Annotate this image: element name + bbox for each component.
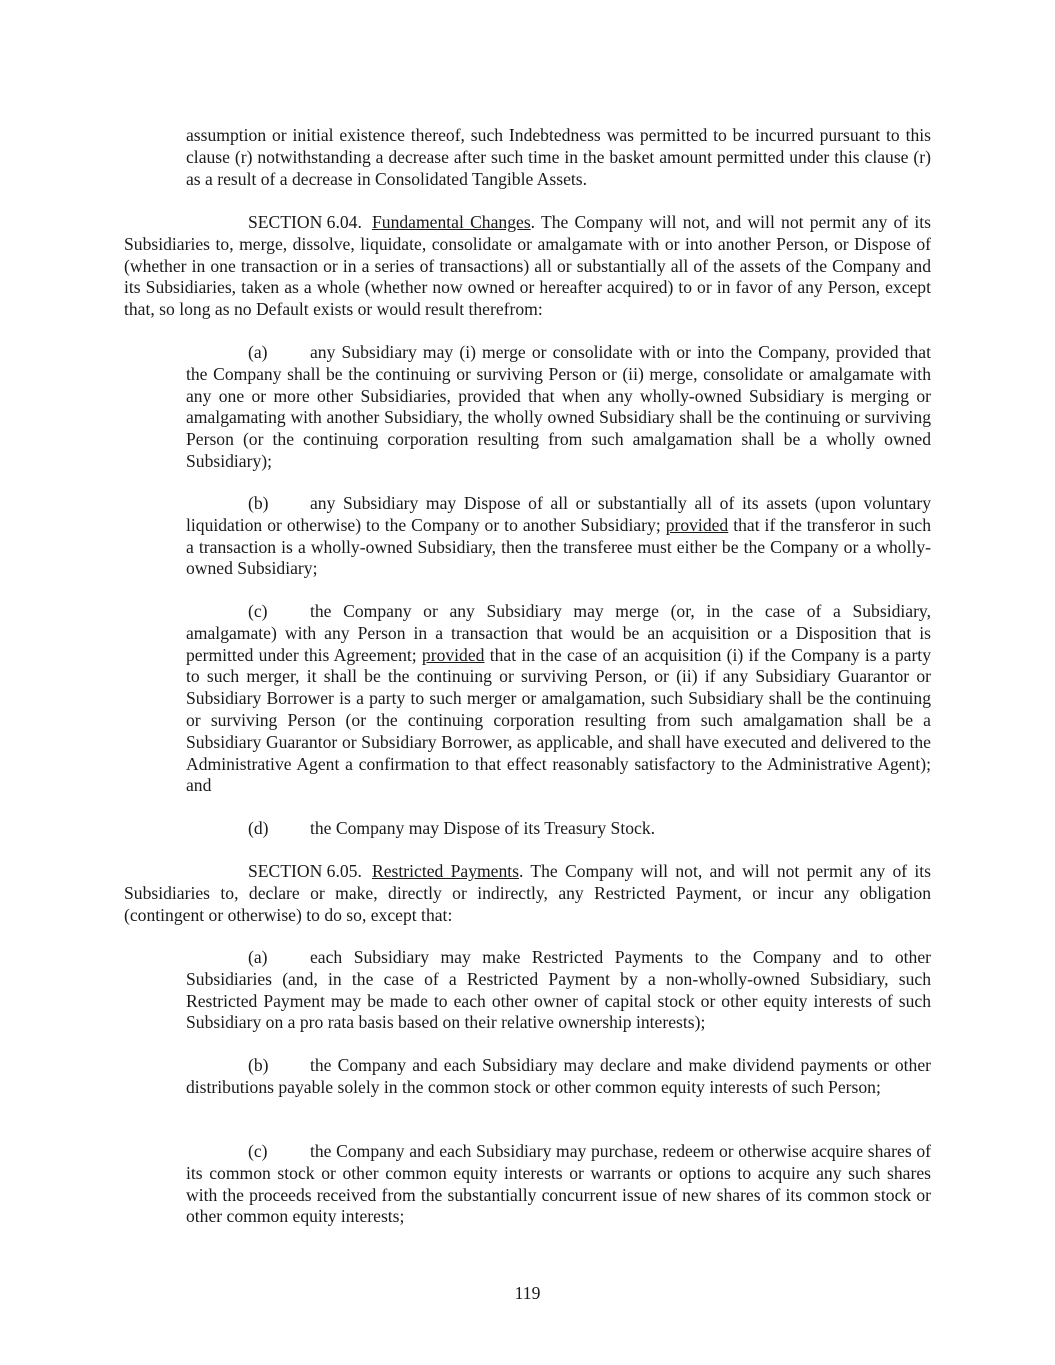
item-label: (a) xyxy=(248,947,268,967)
section-title-punct: . xyxy=(530,212,536,232)
item-label: (a) xyxy=(248,342,268,362)
carryover-text: assumption or initial existence thereof, such Indebtedness was permitted to be incurred pursuant to this clause (r) notwithstanding a decrease after such time in the basket amount permitted under this clause (r) as a result of a decrease in Consolidated Tangible Assets. xyxy=(186,125,931,189)
item-label: (b) xyxy=(248,1055,269,1075)
carryover-paragraph xyxy=(186,125,931,190)
list-item xyxy=(186,818,931,840)
list-item xyxy=(186,342,931,473)
item-label: (c) xyxy=(248,1141,268,1161)
section-body: The Company will not, and will not permit any of its Subsidiaries to, merge, dissolve, liquidate, consolidate or amalgamate with or into another Person, or Dispose of (whether in one transaction or in a series of transactions) all or substantially all of the assets of the Company and its Subsidiaries, taken as a whole (whether now owned or hereafter acquired) to or in favor of any Person, except that, so long as no Default exists or would result therefrom: xyxy=(124,212,931,320)
section-title: Restricted Payments xyxy=(372,861,520,881)
item-text-before: any Subsidiary may Dispose of all or substantially all of its assets (upon voluntary liquidation or otherwise) to the Company or to another Subsidiary; xyxy=(186,493,931,535)
item-text: the Company and each Subsidiary may declare and make dividend payments or other distributions payable solely in the common stock or other common equity interests of such Person; xyxy=(186,1055,931,1097)
list-item xyxy=(186,1141,931,1228)
item-text: each Subsidiary may make Restricted Payments to the Company and to other Subsidiaries (and, in the case of a Restricted Payment by a non-wholly-owned Subsidiary, such Restricted Payment may be made to each other owner of capital stock or other equity interests of such Subsidiary on a pro rata basis based on their relative ownership interests); xyxy=(186,947,931,1033)
item-text-before: the Company or any Subsidiary may merge (or, in the case of a Subsidiary, amalgamate) with any Person in a transaction that would be an acquisition or a Disposition that is permitted under this Agreement; xyxy=(186,601,931,665)
list-item xyxy=(186,493,931,580)
item-text: the Company may Dispose of its Treasury Stock. xyxy=(310,818,656,838)
section-6-05-paragraph xyxy=(124,861,931,926)
list-item xyxy=(186,947,931,1034)
item-label: (c) xyxy=(248,601,268,621)
list-item xyxy=(186,601,931,797)
section-number: SECTION 6.04. xyxy=(248,212,362,232)
provided-term: provided xyxy=(421,644,485,665)
section-title-punct: . xyxy=(519,861,524,881)
item-text-after: that in the case of an acquisition (i) if the Company is a party to such merger, it shall be the continuing or surviving Person, or (ii) if any Subsidiary Guarantor or Subsidiary Borrower is a party to such merger or amalgamation, such Subsidiary shall be the continuing or surviving Person (or the continuing corporation resulting from such amalgamation shall be a Subsidiary Guarantor or Subsidiary Borrower, as applicable, and shall have executed and delivered to the Administrative Agent a confirmation to that effect reasonably satisfactory to the Administrative Agent); and xyxy=(186,644,931,796)
item-label: (b) xyxy=(248,493,269,513)
section-title: Fundamental Changes xyxy=(372,212,531,232)
item-text: the Company and each Subsidiary may purchase, redeem or otherwise acquire shares of its common stock or other common equity interests or warrants or options to acquire any such shares with the proceeds received from the substantially concurrent issue of new shares of its common stock or other common equity interests; xyxy=(186,1141,931,1227)
item-text: any Subsidiary may (i) merge or consolidate with or into the Company, provided that the Company shall be the continuing or surviving Person or (ii) merge, consolidate or amalgamate with any one or more other Subsidiaries, provided that when any wholly-owned Subsidiary is merging or amalgamating with another Subsidiary, the wholly owned Subsidiary shall be the continuing or surviving Person (or the continuing corporation resulting from such amalgamation shall be a wholly owned Subsidiary); xyxy=(186,342,931,471)
section-body: The Company will not, and will not permit any of its Subsidiaries to, declare or make, directly or indirectly, any Restricted Payment, or incur any obligation (contingent or otherwise) to do so, except that: xyxy=(124,861,931,925)
list-item xyxy=(186,1055,931,1099)
section-6-04-paragraph xyxy=(124,212,931,321)
item-text-after: that if the transferor in such a transaction is a wholly-owned Subsidiary, then the transferee must either be the Company or a wholly-owned Subsidiary; xyxy=(186,514,931,579)
item-label: (d) xyxy=(248,818,269,838)
page-number: 119 xyxy=(514,1283,541,1303)
provided-term: provided xyxy=(665,514,729,535)
section-number: SECTION 6.05. xyxy=(248,861,362,881)
